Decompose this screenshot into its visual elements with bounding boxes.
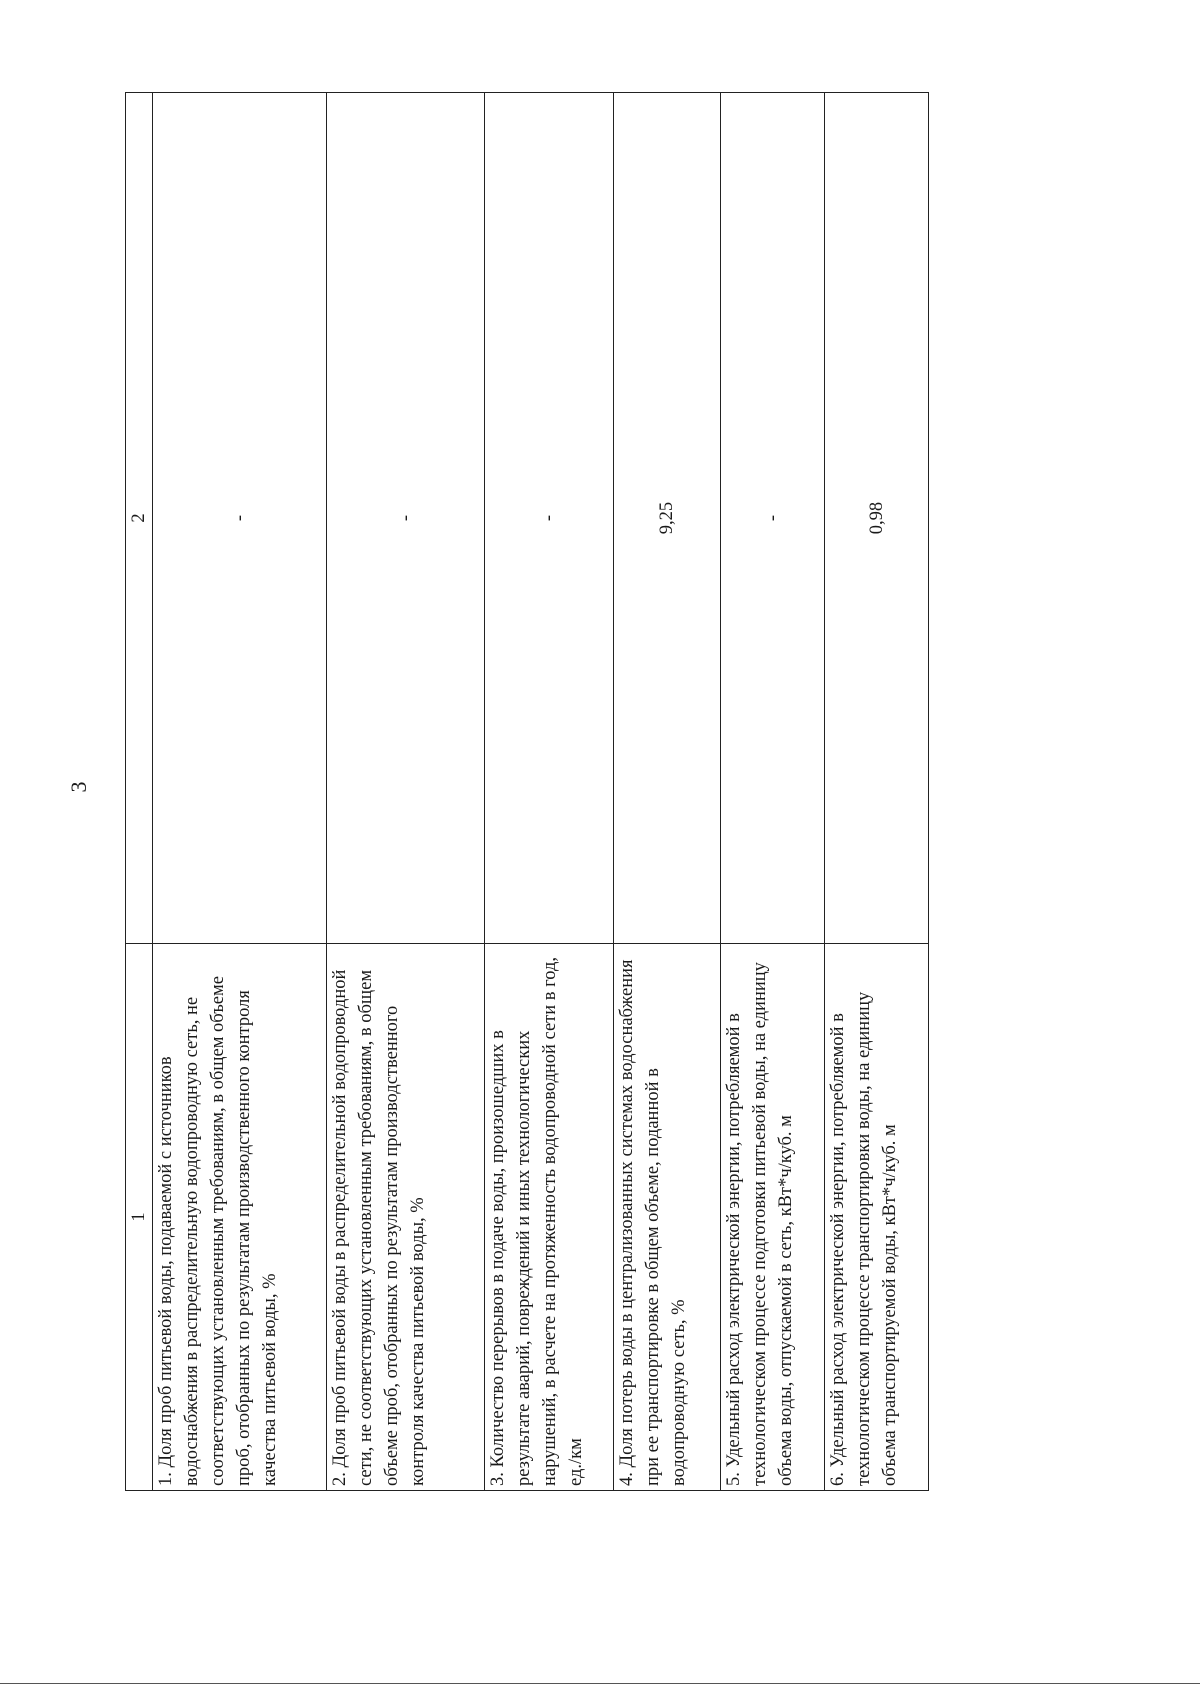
header-col-2: 2 [126, 93, 153, 944]
row-1-description: 1. Доля проб питьевой воды, подаваемой с источников водоснабжения в распределительную водопроводную сеть, не соответствующих установленным требованиям, в общем объеме проб, отобранных по результатам производственного контроля качества питьевой воды, % [153, 944, 327, 1491]
rotated-table-container [125, 93, 1003, 1491]
row-6-description: 6. Удельный расход электрической энергии, потребляемой в технологическом процессе транспортировки воды, на единицу объема транспортируемой воды, кВт*ч/куб. м [825, 944, 929, 1491]
table-row [721, 93, 825, 1491]
row-2-description: 2. Доля проб питьевой воды в распределительной водопроводной сети, не соответствующих установленным требованиям, в общем объеме проб, отобранных по результатам производственного контроля качества питьевой воды, % [327, 944, 485, 1491]
row-4-value: 9,25 [614, 93, 721, 944]
row-6-value: 0,98 [825, 93, 929, 944]
table-row [327, 93, 485, 1491]
row-5-description: 5. Удельный расход электрической энергии, потребляемой в технологическом процессе подготовки питьевой воды, на единицу объема воды, отпускаемой в сеть, кВт*ч/куб. м [721, 944, 825, 1491]
row-3-value: - [485, 93, 614, 944]
table-row [614, 93, 721, 1491]
table-row [825, 93, 929, 1491]
header-col-1: 1 [126, 944, 153, 1491]
indicators-table [125, 92, 929, 1491]
row-3-description: 3. Количество перерывов в подаче воды, произошедших в результате аварий, повреждений и иных технологических нарушений, в расчете на протяженность водопроводной сети в год, ед./км [485, 944, 614, 1491]
bottom-edge-rule [0, 1683, 1200, 1684]
row-1-value: - [153, 93, 327, 944]
row-4-description: 4. Доля потерь воды в централизованных системах водоснабжения при ее транспортировке в общем объеме, поданной в водопроводную сеть, % [614, 944, 721, 1491]
row-2-value: - [327, 93, 485, 944]
table-header-row [126, 93, 153, 1491]
page-number: 3 [66, 781, 91, 793]
row-5-value: - [721, 93, 825, 944]
table-row [485, 93, 614, 1491]
table-row [153, 93, 327, 1491]
